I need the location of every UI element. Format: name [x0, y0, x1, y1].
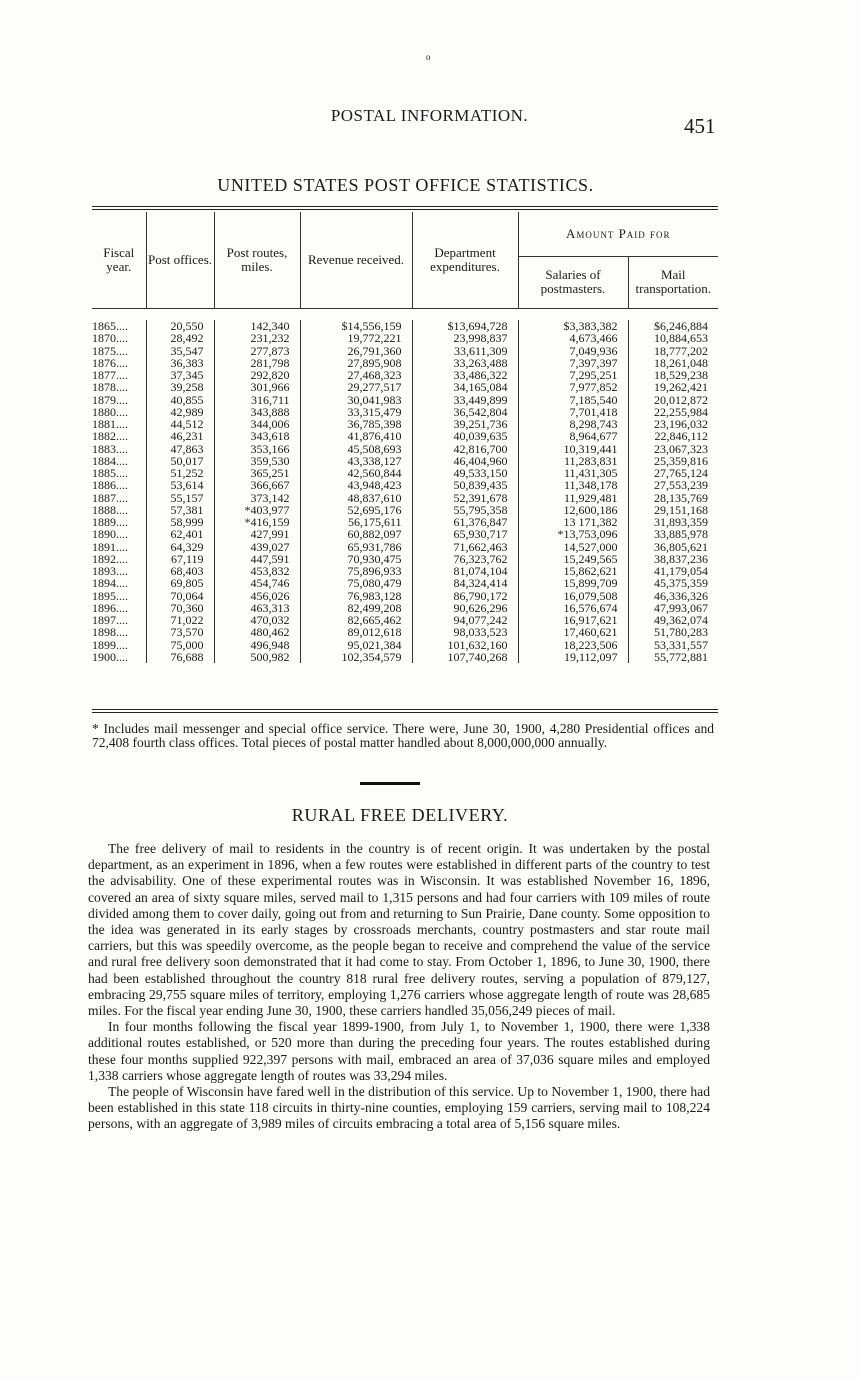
fiscal-year-cell: 1899....	[92, 637, 128, 652]
expenditures-cell: 84,324,414	[453, 576, 508, 591]
revenue-cell: 75,080,479	[347, 576, 402, 591]
post-routes-cell: 496,948	[250, 637, 290, 652]
post-routes-cell: 365,251	[250, 466, 290, 480]
salaries-cell: 7,397,397	[569, 355, 618, 370]
post-offices-cell: 51,252	[170, 466, 204, 480]
expenditures-cell: 36,542,804	[453, 404, 508, 419]
expenditures-cell: 23,998,837	[453, 331, 508, 346]
mail-transportation-cell: 41,179,054	[654, 564, 708, 578]
post-routes-cell: 373,142	[250, 490, 290, 505]
fiscal-year-cell: 1885....	[92, 466, 128, 480]
post-offices-cell: 36,383	[170, 355, 204, 370]
salaries-cell: 17,460,621	[563, 625, 618, 640]
fiscal-year-cell: 1897....	[92, 613, 128, 627]
expenditures-cell: 86,790,172	[453, 588, 508, 603]
expenditures-cell: 71,662,463	[453, 539, 508, 554]
post-routes-cell: 343,618	[250, 429, 290, 444]
post-routes-cell: 500,982	[250, 649, 290, 664]
table-top-rule	[92, 206, 718, 207]
header-post-offices: Post offices.	[146, 212, 214, 308]
fiscal-year-cell: 1882....	[92, 429, 128, 444]
post-offices-cell: 70,064	[170, 588, 204, 603]
revenue-cell: 52,695,176	[347, 502, 402, 517]
expenditures-cell: 81,074,104	[453, 564, 508, 578]
salaries-cell: 11,929,481	[563, 490, 618, 505]
expenditures-cell: 90,626,296	[453, 600, 508, 615]
salaries-cell: 11,283,831	[563, 453, 618, 468]
revenue-cell: 102,354,579	[341, 649, 402, 664]
fiscal-year-cell: 1896....	[92, 600, 128, 615]
mail-transportation-cell: 28,135,769	[654, 490, 708, 505]
post-routes-cell: 427,991	[250, 527, 290, 542]
salaries-cell: 8,298,743	[569, 417, 618, 431]
mail-transportation-cell: 18,529,238	[654, 368, 708, 382]
revenue-cell: 41,876,410	[347, 429, 402, 444]
expenditures-cell: 101,632,160	[447, 637, 508, 652]
expenditures-cell: 50,839,435	[453, 478, 508, 493]
salaries-cell: 16,917,621	[563, 613, 618, 627]
post-offices-cell: 76,688	[170, 649, 204, 664]
fiscal-year-cell: 1865....	[92, 319, 128, 333]
fiscal-year-cell: 1891....	[92, 539, 128, 554]
expenditures-cell: 46,404,960	[453, 453, 508, 468]
table-top-rule-2	[92, 209, 718, 210]
revenue-cell: 42,560,844	[347, 466, 402, 480]
column-fiscal-year	[92, 320, 146, 663]
post-offices-cell: 70,360	[170, 600, 204, 615]
fiscal-year-cell: 1887....	[92, 490, 128, 505]
revenue-cell: 70,930,475	[347, 551, 402, 566]
header-mail-transportation: Mail transportation.	[628, 256, 718, 308]
fiscal-year-cell: 1888....	[92, 502, 128, 517]
expenditures-cell: 33,486,322	[453, 368, 508, 382]
mail-transportation-cell: 18,777,202	[654, 343, 708, 358]
post-routes-cell: 301,966	[250, 380, 290, 395]
section-divider	[360, 782, 420, 785]
salaries-cell: *13,753,096	[557, 527, 618, 542]
revenue-cell: 43,338,127	[347, 453, 402, 468]
salaries-cell: 12,600,186	[563, 502, 618, 517]
mail-transportation-cell: 22,255,984	[654, 404, 708, 419]
fiscal-year-cell: 1876....	[92, 355, 128, 370]
salaries-cell: 16,079,508	[563, 588, 618, 603]
revenue-cell: 82,665,462	[347, 613, 402, 627]
mail-transportation-cell: 55,772,881	[654, 649, 708, 664]
mail-transportation-cell: 49,362,074	[654, 613, 708, 627]
salaries-cell: 15,862,621	[563, 564, 618, 578]
salaries-cell: 15,899,709	[563, 576, 618, 591]
expenditures-cell: 49,533,150	[453, 466, 508, 480]
post-routes-cell: 470,032	[250, 613, 290, 627]
column-salaries	[518, 320, 628, 663]
expenditures-cell: 98,033,523	[453, 625, 508, 640]
post-offices-cell: 47,863	[170, 441, 204, 456]
salaries-cell: 7,977,852	[569, 380, 618, 395]
revenue-cell: 95,021,384	[347, 637, 402, 652]
post-offices-cell: 55,157	[170, 490, 204, 505]
mail-transportation-cell: 23,067,323	[654, 441, 708, 456]
post-offices-cell: 42,989	[170, 404, 204, 419]
paragraph: The free delivery of mail to residents in the country is of recent origin. It was undertaken by the postal department, as an experiment in 1896, when a few routes were established in different parts of the country to test the advisability. One of these experimental routes was in Wisconsin. It was established November 16, 1896, covered an area of sixty square miles, served mail to 1,315 persons and had four carriers with 109 miles of route divided among them to cover daily, going out from and returning to Sun Prairie, Dane county. Some opposition to the idea was generated in its early stages by crossroads merchants, country postmasters and star route mail carriers, but this was speedily overcome, as the people began to receive and comprehend the value of the service and rural free delivery soon demonstrated that it had come to stay. From October 1, 1896, to June 30, 1900, there had been established throughout the country 818 rural free delivery routes, serving a population of 879,127, embracing 29,755 square miles of territory, employing 1,276 carriers whose aggregate length of route was 28,685 miles. For the fiscal year ending June 30, 1900, these carriers handled 35,056,249 pieces of mail.	[88, 841, 710, 1019]
mail-transportation-cell: 45,375,359	[654, 576, 708, 591]
fiscal-year-cell: 1895....	[92, 588, 128, 603]
post-offices-cell: 20,550	[170, 319, 204, 333]
mail-transportation-cell: 27,765,124	[654, 466, 708, 480]
fiscal-year-cell: 1878....	[92, 380, 128, 395]
post-offices-cell: 64,329	[170, 539, 204, 554]
salaries-cell: $3,383,382	[563, 319, 618, 333]
expenditures-cell: 34,165,084	[453, 380, 508, 395]
salaries-cell: 7,295,251	[569, 368, 618, 382]
post-offices-cell: 53,614	[170, 478, 204, 493]
revenue-cell: 76,983,128	[347, 588, 402, 603]
fiscal-year-cell: 1881....	[92, 417, 128, 431]
post-routes-cell: 359,530	[250, 453, 290, 468]
salaries-cell: 15,249,565	[563, 551, 618, 566]
salaries-cell: 8,964,677	[569, 429, 618, 444]
paragraph: The people of Wisconsin have fared well in the distribution of this service. Up to November 1, 1900, there had been established in this state 118 circuits in thirty-nine counties, employing 159 carriers, serving mail to 108,224 persons, with an aggregate of 3,989 miles of circuits embracing a total area of 5,156 square miles.	[88, 1084, 710, 1132]
paragraph: In four months following the fiscal year 1899-1900, from July 1, to November 1, 1900, there were 1,338 additional routes established, or 520 more than during the preceding four years. The routes established during these four months supplied 922,397 persons with mail, embraced an area of 37,036 square miles and employed 1,338 carriers whose aggregate length of routes was 33,294 miles.	[88, 1019, 710, 1083]
expenditures-cell: 33,611,309	[453, 343, 508, 358]
fiscal-year-cell: 1890....	[92, 527, 128, 542]
expenditures-cell: 52,391,678	[453, 490, 508, 505]
expenditures-cell: 107,740,268	[447, 649, 508, 664]
post-offices-cell: 67,119	[170, 551, 204, 566]
revenue-cell: 43,948,423	[347, 478, 402, 493]
salaries-cell: 10,319,441	[563, 441, 618, 456]
salaries-cell: 16,576,674	[563, 600, 618, 615]
mail-transportation-cell: 27,553,239	[654, 478, 708, 493]
mail-transportation-cell: 51,780,283	[654, 625, 708, 640]
mail-transportation-cell: 46,336,326	[654, 588, 708, 603]
salaries-cell: 11,348,178	[563, 478, 618, 493]
post-routes-cell: 439,027	[250, 539, 290, 554]
revenue-cell: 75,896,933	[347, 564, 402, 578]
mail-transportation-cell: 53,331,557	[654, 637, 708, 652]
revenue-cell: 33,315,479	[347, 404, 402, 419]
post-routes-cell: 277,873	[250, 343, 290, 358]
column-post-offices	[146, 320, 214, 663]
post-routes-cell: 142,340	[250, 319, 290, 333]
post-routes-cell: 454,746	[250, 576, 290, 591]
section-title: RURAL FREE DELIVERY.	[291, 805, 509, 825]
fiscal-year-cell: 1892....	[92, 551, 128, 566]
mail-transportation-cell: 38,837,236	[654, 551, 708, 566]
header-amount-paid-for: Amount Paid for	[518, 212, 718, 256]
expenditures-cell: 40,039,635	[453, 429, 508, 444]
expenditures-cell: 65,930,717	[453, 527, 508, 542]
revenue-cell: 45,508,693	[347, 441, 402, 456]
revenue-cell: 29,277,517	[347, 380, 402, 395]
running-title: POSTAL INFORMATION.	[330, 106, 529, 125]
post-routes-cell: *416,159	[244, 515, 290, 529]
mail-transportation-cell: 22,846,112	[654, 429, 708, 444]
rural-delivery-text	[88, 841, 710, 1133]
page-number: 451	[684, 114, 716, 138]
revenue-cell: 60,882,097	[347, 527, 402, 542]
revenue-cell: 30,041,983	[347, 392, 402, 407]
printer-mark: o	[426, 52, 431, 62]
mail-transportation-cell: 25,359,816	[654, 453, 708, 468]
post-routes-cell: 231,232	[250, 331, 290, 346]
mail-transportation-cell: 29,151,168	[654, 502, 708, 517]
table-title: UNITED STATES POST OFFICE STATISTICS.	[217, 175, 594, 195]
fiscal-year-cell: 1893....	[92, 564, 128, 578]
header-salaries: Salaries of postmasters.	[518, 256, 628, 308]
table-bottom-rule-2	[92, 712, 718, 713]
post-routes-cell: 366,667	[250, 478, 290, 493]
post-offices-cell: 62,401	[170, 527, 204, 542]
column-revenue	[300, 320, 412, 663]
mail-transportation-cell: 36,805,621	[654, 539, 708, 554]
expenditures-cell: 39,251,736	[453, 417, 508, 431]
expenditures-cell: $13,694,728	[447, 319, 508, 333]
post-routes-cell: *403,977	[244, 502, 290, 517]
revenue-cell: 48,837,610	[347, 490, 402, 505]
expenditures-cell: 42,816,700	[453, 441, 508, 456]
mail-transportation-cell: 23,196,032	[654, 417, 708, 431]
fiscal-year-cell: 1886....	[92, 478, 128, 493]
fiscal-year-cell: 1884....	[92, 453, 128, 468]
mail-transportation-cell: 10,884,653	[654, 331, 708, 346]
expenditures-cell: 76,323,762	[453, 551, 508, 566]
salaries-cell: 11,431,305	[563, 466, 618, 480]
post-offices-cell: 57,381	[170, 502, 204, 517]
salaries-cell: 7,185,540	[569, 392, 618, 407]
table-footnote: * Includes mail messenger and special office service. There were, June 30, 1900, 4,280 Presidential offices and 72,408 fourth class offices. Total pieces of postal matter handled about 8,000,000,000 annually.	[92, 721, 714, 750]
header-post-routes: Post routes, miles.	[214, 212, 300, 308]
post-routes-cell: 343,888	[250, 404, 290, 419]
post-routes-cell: 447,591	[250, 551, 290, 566]
post-offices-cell: 50,017	[170, 453, 204, 468]
revenue-cell: 56,175,611	[347, 515, 402, 529]
post-routes-cell: 480,462	[250, 625, 290, 640]
post-offices-cell: 68,403	[170, 564, 204, 578]
header-revenue: Revenue received.	[300, 212, 412, 308]
mail-transportation-cell: 47,993,067	[654, 600, 708, 615]
post-offices-cell: 28,492	[170, 331, 204, 346]
column-mail-transportation	[628, 320, 718, 663]
post-offices-cell: 46,231	[170, 429, 204, 444]
fiscal-year-cell: 1894....	[92, 576, 128, 591]
fiscal-year-cell: 1889....	[92, 515, 128, 529]
expenditures-cell: 55,795,358	[453, 502, 508, 517]
post-offices-cell: 69,805	[170, 576, 204, 591]
mail-transportation-cell: 18,261,048	[654, 355, 708, 370]
post-routes-cell: 463,313	[250, 600, 290, 615]
fiscal-year-cell: 1879....	[92, 392, 128, 407]
expenditures-cell: 94,077,242	[453, 613, 508, 627]
post-offices-cell: 40,855	[170, 392, 204, 407]
post-routes-cell: 344,006	[250, 417, 290, 431]
mail-transportation-cell: 31,893,359	[654, 515, 708, 529]
post-offices-cell: 44,512	[170, 417, 204, 431]
revenue-cell: 26,791,360	[347, 343, 402, 358]
post-offices-cell: 58,999	[170, 515, 204, 529]
fiscal-year-cell: 1900....	[92, 649, 128, 664]
post-offices-cell: 37,345	[170, 368, 204, 382]
fiscal-year-cell: 1877....	[92, 368, 128, 382]
salaries-cell: 4,673,466	[569, 331, 618, 346]
fiscal-year-cell: 1870....	[92, 331, 128, 346]
fiscal-year-cell: 1875....	[92, 343, 128, 358]
salaries-cell: 18,223,506	[563, 637, 618, 652]
revenue-cell: 27,895,908	[347, 355, 402, 370]
revenue-cell: 65,931,786	[347, 539, 402, 554]
post-routes-cell: 453,832	[250, 564, 290, 578]
post-routes-cell: 353,166	[250, 441, 290, 456]
column-expenditures	[412, 320, 518, 663]
revenue-cell: 36,785,398	[347, 417, 402, 431]
expenditures-cell: 61,376,847	[453, 515, 508, 529]
salaries-cell: 7,049,936	[569, 343, 618, 358]
revenue-cell: 19,772,221	[347, 331, 402, 346]
fiscal-year-cell: 1883....	[92, 441, 128, 456]
post-offices-cell: 35,547	[170, 343, 204, 358]
post-office-statistics-table	[92, 212, 718, 663]
mail-transportation-cell: 33,885,978	[654, 527, 708, 542]
mail-transportation-cell: 20,012,872	[654, 392, 708, 407]
header-expenditures: Department expenditures.	[412, 212, 518, 308]
column-post-routes	[214, 320, 300, 663]
fiscal-year-cell: 1880....	[92, 404, 128, 419]
revenue-cell: 89,012,618	[347, 625, 402, 640]
salaries-cell: 7,701,418	[569, 404, 618, 419]
expenditures-cell: 33,263,488	[453, 355, 508, 370]
header-fiscal-year: Fiscal year.	[103, 244, 135, 274]
post-offices-cell: 39,258	[170, 380, 204, 395]
salaries-cell: 14,527,000	[563, 539, 618, 554]
revenue-cell: 82,499,208	[347, 600, 402, 615]
revenue-cell: $14,556,159	[341, 319, 402, 333]
post-routes-cell: 281,798	[250, 355, 290, 370]
post-routes-cell: 292,820	[250, 368, 290, 382]
table-bottom-rule	[92, 709, 718, 710]
post-routes-cell: 456,026	[250, 588, 290, 603]
mail-transportation-cell: 19,262,421	[654, 380, 708, 395]
salaries-cell: 19,112,097	[563, 649, 618, 664]
post-offices-cell: 73,570	[170, 625, 204, 640]
fiscal-year-cell: 1898....	[92, 625, 128, 640]
expenditures-cell: 33,449,899	[453, 392, 508, 407]
post-routes-cell: 316,711	[250, 392, 290, 407]
post-offices-cell: 71,022	[170, 613, 204, 627]
mail-transportation-cell: $6,246,884	[654, 319, 708, 333]
revenue-cell: 27,468,323	[347, 368, 402, 382]
salaries-cell: 13 171,382	[563, 515, 618, 529]
post-offices-cell: 75,000	[170, 637, 204, 652]
